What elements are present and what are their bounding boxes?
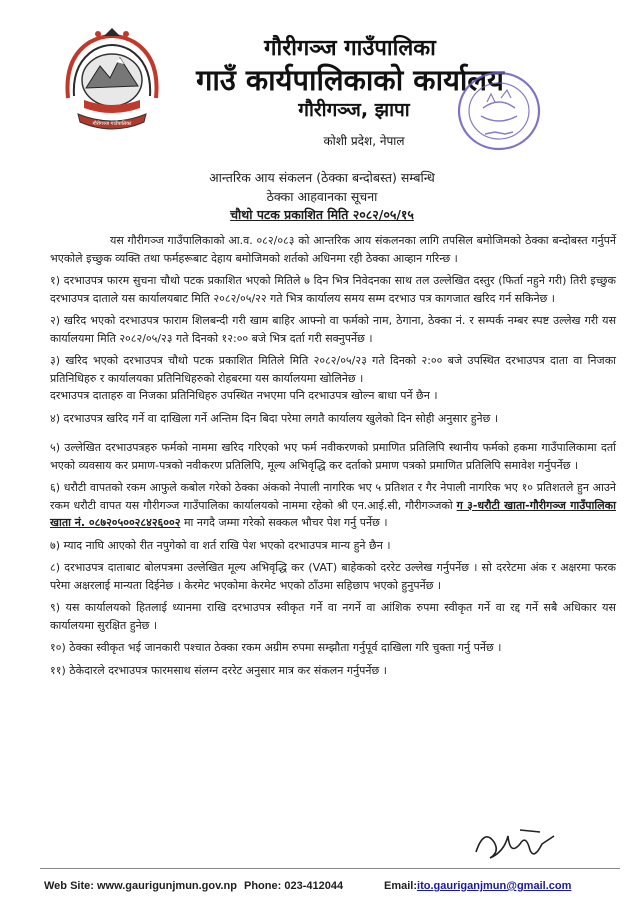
handwritten-signature — [470, 822, 560, 866]
office-name: गाउँ कार्यपालिकाको कार्यालय — [196, 63, 504, 97]
clause-4: ४) दरभाउपत्र खरिद गर्ने वा दाखिला गर्ने अन्तिम दिन बिदा परेमा लगतै कार्यालय खुलेको दिन सोही अनुसार हुनेछ । — [50, 411, 499, 425]
website-label: Web Site: — [44, 880, 94, 892]
municipality-name: गौरीगञ्ज गाउँपालिका — [264, 36, 436, 61]
footer-email — [384, 880, 571, 892]
clause-7: ७) म्याद नाघि आएको रीत नपुगेको वा शर्त राखि पेश भएको दरभाउपत्र मान्य हुने छैन । — [50, 538, 391, 552]
email-label: Email: — [384, 880, 418, 892]
clause-3-continued: दरभाउपत्र दाताहरु वा निजका प्रतिनिधिहरु उपस्थित नभएमा पनि दरभाउपत्र खोल्न बाधा पर्ने छैन । — [50, 389, 438, 402]
intro-paragraph: यस गौरीगञ्ज गाउँपालिकाको आ.व. ०८२/०८३ को आन्तरिक आय संकलनका लागि तपसिल बमोजिमको ठेक्का बन्दोबस्त गर्नुपर्ने भएकोले इच्छुक व्यक्ति तथा फर्महरूबाट देहाय बमोजिमको शर्तको अधिनमा रही ठेक्का आव्हान गरिन्छ । — [50, 234, 616, 265]
phone-label: Phone: — [244, 880, 282, 892]
notice-heading: ठेक्का आहवानका सूचना — [266, 189, 378, 204]
footer-divider — [40, 868, 620, 869]
email-link[interactable]: ito.gauriganjmun@gmail.com — [417, 880, 572, 892]
clause-11: ११) ठेकेदारले दरभाउपत्र फारमसाथ संलग्न दररेट अनुसार मात्र कर संकलन गर्नुपर्नेछ । — [50, 663, 387, 677]
notice-publish-date: चौथो पटक प्रकाशित मिति २०८२/०५/१५ — [230, 207, 414, 222]
clause-10: १०) ठेक्का स्वीकृत भई जानकारी पश्चात ठेक्का रकम अग्रीम रुपमा सम्झौता गर्नुपूर्व दाखिला गरि चुक्ता गर्नु पर्नेछ । — [50, 641, 502, 654]
footer-phone — [244, 880, 343, 892]
website-link[interactable]: www.gaurigunjmun.gov.np — [96, 880, 237, 892]
notice-subject: आन्तरिक आय संकलन (ठेक्का बन्दोबस्त) सम्बन्धि — [209, 170, 435, 185]
province-name: कोशी प्रदेश, नेपाल — [323, 134, 405, 148]
clause-1: १) दरभाउपत्र फारम सुचना चौथो पटक प्रकाशित भएको मितिले ७ दिन भित्र निवेदनका साथ तल उल्लेखित दस्तुर (फिर्ता नहुने गरी) तिरी इच्छुक दरभाउपत्र दाताले यस कार्यालयबाट मिति २०८२/०५/२२ गते भित्र कार्यालय समय सम्म दरभाउ पत्र कागजात खरिद गर्न सकिनेछ । — [50, 274, 616, 305]
svg-text:गौरीगञ्ज गाउँपालिका: गौरीगञ्ज गाउँपालिका — [92, 121, 132, 127]
clause-2: २) खरिद भएको दरभाउपत्र फाराम शिलबन्दी गरी खाम बाहिर आफ्नो वा फर्मको नाम, ठेगाना, ठेक्का नं. र सम्पर्क नम्बर स्पष्ट उल्लेख गरी यस कार्यालयमा मिति २०८२/०५/२३ गते दिनको १२:०० बजे भित्र दर्ता गरी सक्नुपर्नेछ । — [50, 314, 616, 345]
footer-website — [44, 880, 237, 892]
notice-body — [50, 232, 616, 684]
nepal-government-emblem-icon — [60, 28, 164, 140]
clause-6 — [50, 479, 616, 532]
clause-8: ८) दरभाउपत्र दाताबाट बोलपत्रमा उल्लेखित मूल्य अभिवृद्धि कर (VAT) बाहेकको दररेट उल्लेख गर्नुपर्नेछ । सो दररेटमा अंक र अक्षरमा फरक परेमा अक्षरलाई मान्यता दिईनेछ । केरमेट भएकोमा केरमेट भएको ठाँउमा सहिछाप भएको हुनुपर्नेछ । — [50, 561, 616, 592]
office-location: गौरीगञ्ज, झापा — [298, 99, 410, 121]
clause-6-text-end: मा नगदै जम्मा गरेको सक्कल भौचर पेश गर्नु पर्नेछ । — [183, 516, 388, 529]
phone-number: 023-412044 — [284, 880, 344, 892]
clause-5: ५) उल्लेखित दरभाउपत्रहरु फर्मको नाममा खरिद गरिएको भए फर्म नवीकरणको प्रमाणित प्रतिलिपि स्थानीय फर्मको हकमा गाउँपालिकामा दर्ता भएको व्यवसाय कर प्रमाण-पत्रको नवीकरण प्रतिलिपि, मूल्य अभिवृद्धि कर दर्ताको प्रमाण पत्रको प्रमाणित प्रतिलिपि समावेश गर्नुपर्नेछ । — [50, 441, 616, 472]
clause-9: ९) यस कार्यालयको हितलाई ध्यानमा राखि दरभाउपत्र स्वीकृत गर्ने वा नगर्ने वा आंशिक रुपमा स्वीकृत गर्ने वा रद्द गर्ने सबै अधिकार यस कार्यालयमा सुरक्षित हुनेछ । — [50, 601, 616, 632]
office-seal-stamp — [455, 68, 543, 154]
clause-3: ३) खरिद भएको दरभाउपत्र चौथो पटक प्रकाशित मितिले मिति २०८२/०५/२३ गते दिनको २:०० बजे उपस्थित दरभाउपत्र दाता वा निजका प्रतिनिधिहरु र कार्यालयका प्रतिनिधिहरुको रोहबरमा यस कार्यालयमा खोलिनेछ । — [50, 354, 616, 385]
clause-6-text: ६) धरौटी वापतको रकम आफुले कबोल गरेको ठेक्का अंकको नेपाली नागरिक भए ५ प्रतिशत र गैर नेपाली नागरिक भए १० प्रतिशतले हुन आउने रकम धरौटी वापत यस गौरीगञ्ज गाउँपालिका कार्यालयको नाममा रहेको श्री एन.आई.सी, गौरीगञ्जको — [50, 481, 616, 512]
deposit-account-number: ग ३-धरौटी खाता-गौरीगञ्ज गाउँपालिका खाता नं. ०८७२०५००२८४२६००२ — [50, 498, 616, 529]
